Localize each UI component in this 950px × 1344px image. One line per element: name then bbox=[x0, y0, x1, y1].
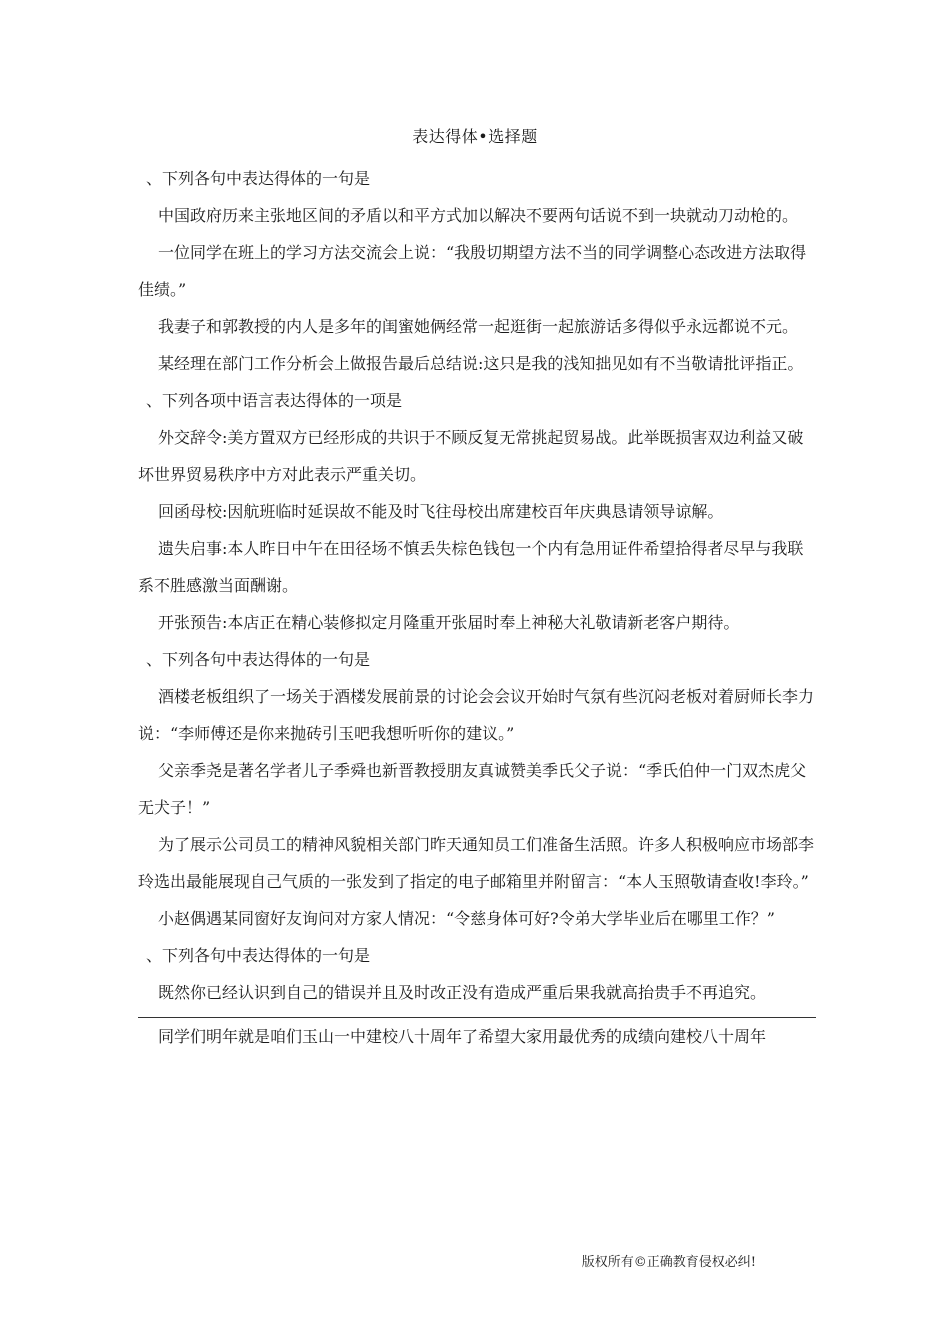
question-2-option-d: 开张预告:本店正在精心装修拟定月隆重开张届时奉上神秘大礼敬请新老客户期待。 bbox=[158, 613, 740, 632]
question-3-option-a: 酒楼老板组织了一场关于酒楼发展前景的讨论会会议开始时气氛有些沉闷老板对着厨师长李力说：“李师傅还是你来抛砖引玉吧我想听听你的建议。” bbox=[138, 687, 815, 743]
document-body bbox=[138, 160, 816, 1055]
document-title: 表达得体•选择题 bbox=[412, 127, 538, 146]
copyright-footer: 版权所有©正确教育侵权必纠! bbox=[581, 1255, 756, 1270]
question-1-stem: 、下列各句中表达得体的一句是 bbox=[146, 169, 371, 188]
question-3-option-d: 小赵偶遇某同窗好友询问对方家人情况：“令慈身体可好?令弟大学毕业后在哪里工作？” bbox=[158, 909, 775, 928]
question-1-option-a: 中国政府历来主张地区间的矛盾以和平方式加以解决不要两句话说不到一块就动刀动枪的。 bbox=[158, 206, 799, 225]
question-2-stem: 、下列各项中语言表达得体的一项是 bbox=[146, 391, 403, 410]
question-1-option-b: 一位同学在班上的学习方法交流会上说：“我殷切期望方法不当的同学调整心态改进方法取得佳绩。” bbox=[138, 243, 807, 299]
question-3-stem: 、下列各句中表达得体的一句是 bbox=[146, 650, 371, 669]
question-2-option-b: 回函母校:因航班临时延误故不能及时飞往母校出席建校百年庆典恳请领导谅解。 bbox=[158, 502, 724, 521]
question-4-option-b: 同学们明年就是咱们玉山一中建校八十周年了希望大家用最优秀的成绩向建校八十周年 bbox=[158, 1027, 767, 1046]
question-2-option-c: 遗失启事:本人昨日中午在田径场不慎丢失棕色钱包一个内有急用证件希望拾得者尽早与我联系不胜感激当面酬谢。 bbox=[138, 539, 804, 595]
question-2-option-a: 外交辞令:美方置双方已经形成的共识于不顾反复无常挑起贸易战。此举既损害双边利益又破坏世界贸易秩序中方对此表示严重关切。 bbox=[138, 428, 804, 484]
question-4-option-a: 既然你已经认识到自己的错误并且及时改正没有造成严重后果我就高抬贵手不再追究。 bbox=[158, 983, 767, 1002]
question-1-option-c: 我妻子和郭教授的内人是多年的闺蜜她俩经常一起逛街一起旅游话多得似乎永远都说不元。 bbox=[158, 317, 799, 336]
question-4-stem: 、下列各句中表达得体的一句是 bbox=[146, 946, 371, 965]
question-3-option-c: 为了展示公司员工的精神风貌相关部门昨天通知员工们准备生活照。许多人积极响应市场部李玲选出最能展现自己气质的一张发到了指定的电子邮箱里并附留言：“本人玉照敬请查收!李玲。” bbox=[138, 835, 815, 891]
question-3-option-b: 父亲季尧是著名学者儿子季舜也新晋教授朋友真诚赞美季氏父子说：“季氏伯仲一门双杰虎父无犬子！” bbox=[138, 761, 807, 817]
question-1-option-d: 某经理在部门工作分析会上做报告最后总结说:这只是我的浅知拙见如有不当敬请批评指正。 bbox=[158, 354, 804, 373]
